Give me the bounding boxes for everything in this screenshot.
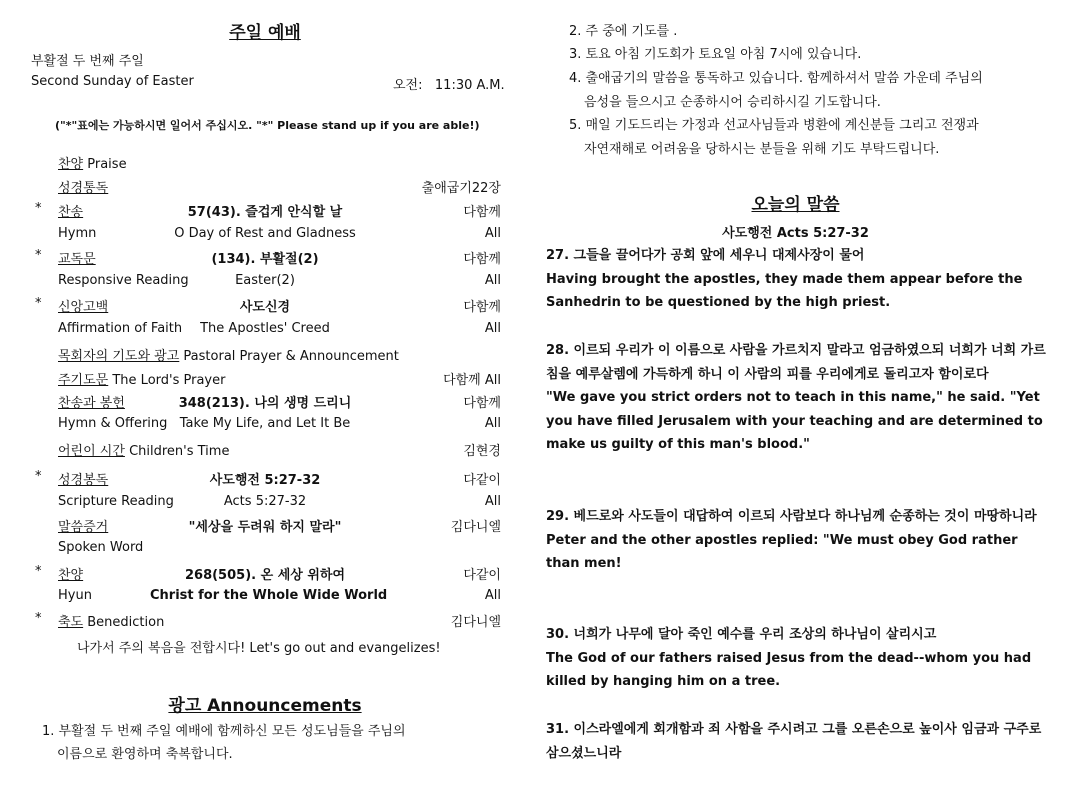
- verse-korean: 27. 그들을 끌어다가 공회 앞에 세우니 대제사장이 물어: [546, 248, 865, 263]
- verse-korean: 28. 이르되 우리가 이 이름으로 사람을 가르치지 말라고 엄금하였으되 너희가 너희 가르침을 예루살렘에 가득하게 하니 이 사람의 피를 우리에게로 돌리고자 함이로다: [546, 343, 1046, 382]
- order-item-label: 축도: [58, 615, 84, 630]
- order-item-label: 신앙고백: [58, 300, 109, 315]
- order-row: [0, 416, 530, 438]
- order-item-english: Pastoral Prayer & Announcement: [179, 349, 399, 364]
- order-item-detail: Take My Life, and Let It Be: [179, 416, 351, 431]
- order-item-label: 찬양: [58, 157, 84, 172]
- verse-27: [546, 244, 1046, 315]
- todays-word-title: 오늘의 말씀: [751, 195, 840, 215]
- order-item-detail: Acts 5:27-32: [223, 494, 307, 509]
- order-row: [0, 392, 530, 414]
- order-row: [0, 273, 530, 295]
- order-item-leader: 다같이: [463, 568, 501, 583]
- order-item-detail: Christ for the Whole Wide World: [150, 588, 388, 603]
- standing-marker: *: [35, 248, 42, 263]
- order-item-leader: 다같이: [463, 473, 501, 488]
- announcement-2: 2. 주 중에 기도를 .: [569, 24, 678, 39]
- order-item-name: [58, 226, 96, 241]
- order-item-name: [58, 516, 108, 535]
- order-item-english: Praise: [83, 157, 127, 172]
- verse-30: [546, 623, 1046, 694]
- order-item-name: [58, 248, 96, 267]
- order-item-english: The Lord's Prayer: [108, 373, 226, 388]
- verse-english: Peter and the other apostles replied: "We must obey God rather than men!: [546, 532, 1018, 571]
- order-item-leader: All: [484, 273, 501, 288]
- order-item-name: [58, 440, 229, 459]
- order-item-label: 찬송: [58, 205, 84, 220]
- order-row: [0, 248, 530, 270]
- standing-marker: *: [35, 469, 42, 484]
- order-item-leader: 다함께: [463, 300, 501, 315]
- standing-marker: *: [35, 201, 42, 216]
- order-item-name: [58, 177, 108, 196]
- order-item-leader: All: [484, 588, 501, 603]
- verse-31: [546, 718, 1046, 765]
- order-row: [0, 469, 530, 491]
- verse-korean: 31. 이스라엘에게 회개함과 죄 사함을 주시려고 그를 오른손으로 높이사 임금과 구주로 삼으셨느니라: [546, 722, 1042, 761]
- time-label: 오전:: [393, 78, 423, 93]
- order-item-label: 주기도문: [58, 373, 109, 388]
- announcement-1-line-2: 이름으로 환영하며 축복합니다.: [57, 747, 233, 762]
- order-row: [0, 540, 530, 562]
- order-row: [0, 588, 530, 610]
- order-item-detail: "세상을 두려워 하지 말라": [188, 520, 342, 535]
- announcements-title: 광고 Announcements: [168, 696, 362, 716]
- order-item-detail: Easter(2): [235, 273, 295, 288]
- order-item-leader: 출애굽기22장: [421, 181, 501, 196]
- time-value: 11:30 A.M.: [434, 78, 505, 93]
- order-item-name: [58, 469, 108, 488]
- order-item-name: [58, 564, 83, 583]
- order-item-english: Benediction: [83, 615, 165, 630]
- order-item-detail: The Apostles' Creed: [200, 321, 330, 336]
- order-item-name: [58, 369, 225, 388]
- announcement-3: 3. 토요 아침 기도회가 토요일 아침 7시에 있습니다.: [569, 47, 862, 62]
- order-item-label: 어린이 시간: [58, 444, 125, 459]
- order-item-detail: 사도신경: [239, 300, 291, 315]
- order-item-detail: 348(213). 나의 생명 드리니: [178, 396, 352, 411]
- order-item-label: 말씀증거: [58, 520, 109, 535]
- order-item-name: [58, 540, 143, 555]
- verse-29: [546, 505, 1046, 576]
- order-item-label: Scripture Reading: [58, 494, 174, 509]
- order-item-detail: O Day of Rest and Gladness: [174, 226, 356, 241]
- order-item-label: Affirmation of Faith: [58, 321, 183, 336]
- order-item-leader: 다함께: [463, 252, 501, 267]
- order-row: [0, 201, 530, 223]
- order-item-name: [58, 611, 164, 630]
- order-item-label: 성경봉독: [58, 473, 109, 488]
- order-item-leader: All: [484, 416, 501, 431]
- order-item-label: 찬송과 봉헌: [58, 396, 125, 411]
- order-item-name: [58, 296, 108, 315]
- verse-english: The God of our fathers raised Jesus from the dead--whom you had killed by hanging him on a tree.: [546, 650, 1032, 689]
- order-item-detail: 268(505). 온 세상 위하여: [184, 568, 346, 583]
- order-row: [0, 516, 530, 538]
- verse-english: Having brought the apostles, they made them appear before the Sanhedrin to be questioned by the high priest.: [546, 271, 1023, 310]
- order-item-label: Spoken Word: [58, 540, 144, 555]
- order-item-english: Children's Time: [124, 444, 230, 459]
- order-item-label: Responsive Reading: [58, 273, 189, 288]
- standing-marker: *: [35, 564, 42, 579]
- order-item-detail: (134). 부활절(2): [211, 252, 319, 267]
- order-item-label: 목회자의 기도와 광고: [58, 349, 180, 364]
- standing-marker: *: [35, 296, 42, 311]
- order-row: [0, 153, 530, 175]
- order-item-name: [58, 345, 399, 364]
- order-row: [0, 564, 530, 586]
- order-row: [0, 321, 530, 343]
- scripture-reference: 사도행전 Acts 5:27-32: [722, 226, 869, 241]
- order-item-leader: 김다니엘: [450, 615, 501, 630]
- order-item-label: 교독문: [58, 252, 96, 267]
- order-item-label: 성경통독: [58, 181, 109, 196]
- order-item-leader: 김다니엘: [450, 520, 501, 535]
- verse-28: [546, 339, 1046, 457]
- closing-line: 나가서 주의 복음을 전합시다! Let's go out and evangelizes!: [77, 641, 441, 656]
- order-item-leader: 김현경: [463, 444, 501, 459]
- order-item-name: [58, 588, 92, 603]
- order-row: [0, 226, 530, 248]
- verse-english: "We gave you strict orders not to teach in this name," he said. "Yet you have filled Jerusalem with your teaching and are determined to make us guilty of this man's blood.": [546, 390, 1043, 452]
- announcement-4-line-1: 4. 출애굽기의 말씀을 통독하고 있습니다. 함께하셔서 말씀 가운데 주님의: [569, 71, 983, 86]
- order-item-label: 찬양: [58, 568, 84, 583]
- order-row: [0, 611, 530, 633]
- announcement-5-line-1: 5. 매일 기도드리는 가정과 선교사님들과 병환에 계신분들 그리고 전쟁과: [569, 118, 979, 133]
- verse-korean: 29. 베드로와 사도들이 대답하여 이르되 사람보다 하나님께 순종하는 것이 마땅하니라: [546, 509, 1037, 524]
- order-item-leader: All: [484, 321, 501, 336]
- worship-title: 주일 예배: [229, 23, 301, 43]
- order-row: [0, 369, 530, 391]
- announcement-1-line-1: 1. 부활절 두 번째 주일 예배에 함께하신 모든 성도님들을 주님의: [42, 724, 406, 739]
- order-item-leader: All: [484, 494, 501, 509]
- order-item-detail: 57(43). 즐겁게 안식할 날: [187, 205, 343, 220]
- standing-note: ("*"표에는 가능하시면 일어서 주십시오. "*" Please stand up if you are able!): [55, 119, 480, 132]
- order-item-name: [58, 153, 127, 172]
- verse-korean: 30. 너희가 나무에 달아 죽인 예수를 우리 조상의 하나님이 살리시고: [546, 627, 937, 642]
- order-item-detail: 사도행전 5:27-32: [209, 473, 321, 488]
- order-row: [0, 296, 530, 318]
- order-item-label: Hyun: [58, 588, 92, 603]
- standing-marker: *: [35, 611, 42, 626]
- order-item-name: [58, 392, 125, 411]
- service-time: [393, 74, 505, 93]
- order-item-leader: All: [484, 226, 501, 241]
- order-item-leader: 다함께: [463, 205, 501, 220]
- subtitle-korean: 부활절 두 번째 주일: [31, 54, 144, 69]
- order-row: [0, 440, 530, 462]
- announcement-5-line-2: 자연재해로 어려움을 당하시는 분들을 위해 기도 부탁드립니다.: [584, 142, 940, 157]
- order-item-name: [58, 201, 83, 220]
- order-item-label: Hymn: [58, 226, 97, 241]
- order-row: [0, 345, 530, 367]
- order-row: [0, 494, 530, 516]
- subtitle-english: Second Sunday of Easter: [31, 74, 194, 89]
- order-item-label: Hymn & Offering: [58, 416, 168, 431]
- order-row: [0, 177, 530, 199]
- order-item-leader: 다함께: [463, 396, 501, 411]
- announcement-4-line-2: 음성을 들으시고 순종하시어 승리하시길 기도합니다.: [584, 95, 881, 110]
- order-item-leader: 다함께 All: [443, 373, 501, 388]
